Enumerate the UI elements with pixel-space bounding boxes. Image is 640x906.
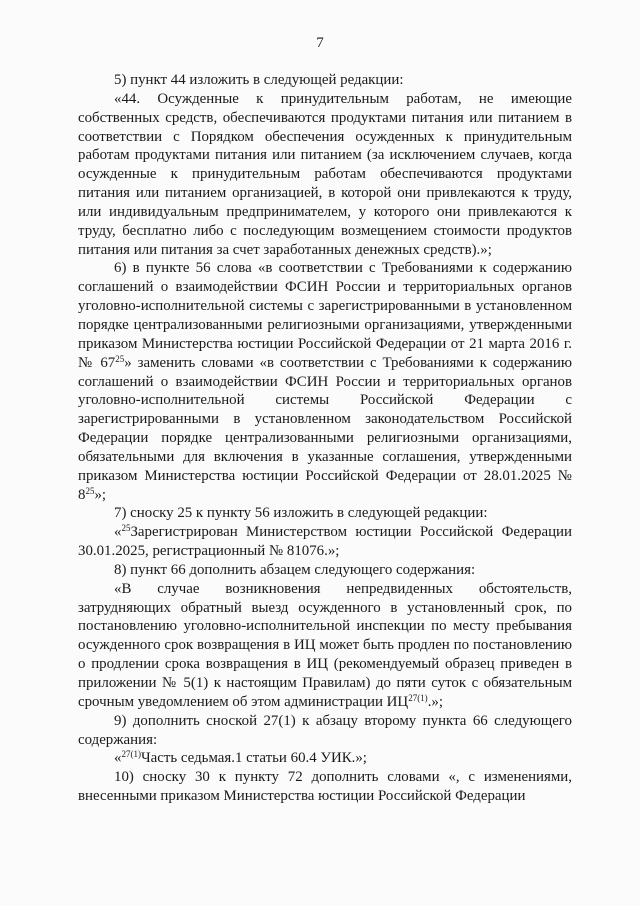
paragraph-item-7: 7) сноску 25 к пункту 56 изложить в следующей редакции: <box>114 505 488 522</box>
page-number: 7 <box>316 35 324 51</box>
paragraph-item-44-text: «44. Осужденные к принудительным работам, не имеющие собственных средств, обеспечиваются продуктами питания или питанием в соответствии с Порядком обеспечения осужденных к принудительным работам продуктами питания или питанием (за исключением случаев, когда осужденные к принудительным работам обеспечиваются продуктами питания или питанием организацией, в которой они привлекаются к труду, или индивидуальным предпринимателем, у которого они привлекаются к труду, бесплатно либо с последующим возмещением стоимости продуктов питания или питания за счет заработанных денежных средств).»; <box>78 90 572 258</box>
paragraph-footnote-25-text: «$^{25}$Зарегистрирован Министерством юстиции Российской Федерации 30.01.2025, регистрационный № 81076.»; <box>78 523 572 560</box>
paragraph-item-5: 5) пункт 44 изложить в следующей редакции: <box>114 72 404 88</box>
document-body <box>78 71 572 806</box>
footnote-mark-25: 25 <box>121 523 131 534</box>
footnote-ref-27-1: 27(1) <box>408 692 428 703</box>
paragraph-item-8: 8) пункт 66 дополнить абзацем следующего содержания: <box>114 561 476 578</box>
footnote-mark-27-1: 27(1) <box>121 749 141 760</box>
paragraph-item-6: 6) в пункте 56 слова «в соответствии с Требованиями к содержанию соглашений о взаимодействии ФСИН России и территориальных органов уголовно-исполнительной системы с зарегистрированными в установленном порядке централизованными религиозными организациями, утвержденными приказом Министерства юстиции Российской Федерации от 21 марта 2016 г. № $67^{25}$» заменить словами «в соответствии с Требованиями к содержанию соглашений о взаимодействии ФСИН России и территориальных органов уголовно-исполнительной системы Российской Федерации с зарегистрированными в установленном законодательством Российской Федерации порядке централизованными религиозными организациями, обязательными для включения в указанные соглашения, утвержденными приказом Министерства юстиции Российской Федерации от 28.01.2025 № $8^{25}$»; <box>78 260 572 503</box>
paragraph-footnote-27-1-text: «$^{27(1)}$Часть седьмая.1 статьи 60.4 УИК.»; <box>114 749 367 767</box>
footnote-ref-25: 25 <box>115 353 125 364</box>
footnote-ref-25-new: 25 <box>85 485 95 496</box>
paragraph-item-9: 9) дополнить сноской 27(1) к абзацу второму пункта 66 следующего содержания: <box>78 712 572 748</box>
paragraph-item-10: 10) сноску 30 к пункту 72 дополнить словами «, с изменениями, внесенными приказом Министерства юстиции Российской Федерации <box>78 769 572 805</box>
paragraph-item-66-addition: «В случае возникновения непредвиденных обстоятельств, затрудняющих обратный выезд осужденного в установленный срок, по постановлению уголовно-исполнительной инспекции по месту пребывания осужденного срок возвращения в ИЦ может быть продлен по постановлению о продлении срока возвращения в ИЦ (рекомендуемый образец приведен в приложении № 5(1) к настоящим Правилам) до пяти суток с обязательным срочным уведомлением об этом администрации $ИЦ^{27(1)}$.»; <box>78 580 572 710</box>
